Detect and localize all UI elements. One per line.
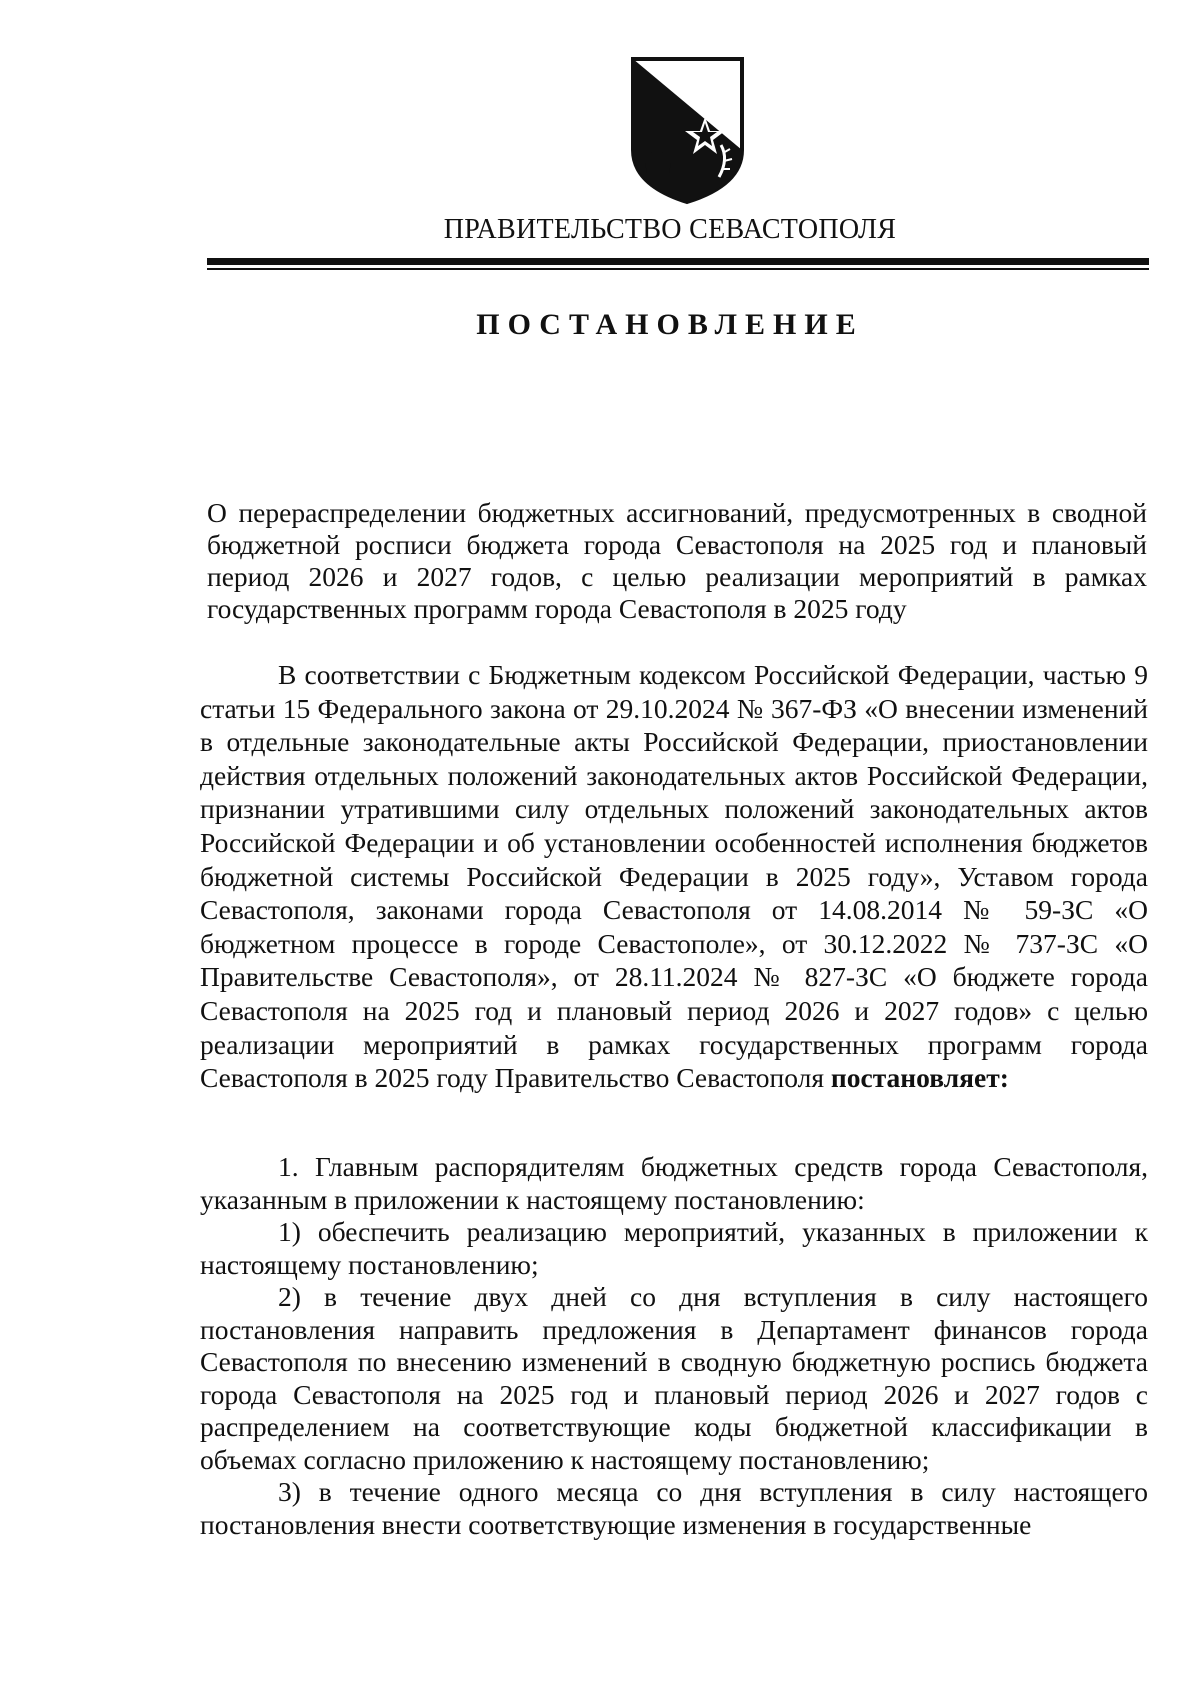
sevastopol-coat-of-arms-icon <box>625 55 750 205</box>
preamble-text: В соответствии с Бюджетным кодексом Российской Федерации, частью 9 статьи 15 Федерального закона от 29.10.2024 № 367-ФЗ «О внесении изменений в отдельные законодательные акты Российской Федерации, приостановлении действия отдельных положений законодательных актов Российской Федерации, признании утратившими силу отдельных положений законодательных актов Российской Федерации и об установлении особенностей исполнения бюджетов бюджетной системы Российской Федерации в 2025 году», Уставом города Севастополя, законами города Севастополя от 14.08.2014 № 59-ЗС «О бюджетном процессе в городе Севастополе», от 30.12.2022 № 737-ЗС «О Правительстве Севастополя», от 28.11.2024 № 827-ЗС «О бюджете города Севастополя на 2025 год и плановый период 2026 и 2027 годов» с целью реализации мероприятий в рамках государственных программ города Севастополя в 2025 году Правительство Севастополя <box>200 659 1148 1094</box>
item-1-sub-1: 1) обеспечить реализацию мероприятий, указанных в приложении к настоящему постановлению; <box>200 1216 1148 1280</box>
header-divider-thin <box>207 268 1149 270</box>
resolution-items <box>200 1151 1148 1541</box>
government-name: ПРАВИТЕЛЬСТВО СЕВАСТОПОЛЯ <box>443 214 897 245</box>
document-subject: О перераспределении бюджетных ассигнований, предусмотренных в сводной бюджетной росписи бюджета города Севастополя на 2025 год и плановый период 2026 и 2027 годов, с целью реализации мероприятий в рамках государственных программ города Севастополя в 2025 году <box>207 497 1147 624</box>
preamble <box>200 658 1148 1095</box>
document-type: ПОСТАНОВЛЕНИЕ <box>476 308 864 341</box>
item-1: 1. Главным распорядителям бюджетных средств города Севастополя, указанным в приложении к настоящему постановлению: <box>200 1151 1148 1215</box>
item-1-sub-2: 2) в течение двух дней со дня вступления в силу настоящего постановления направить предложения в Департамент финансов города Севастополя по внесению изменений в сводную бюджетную роспись бюджета города Севастополя на 2025 год и плановый период 2026 и 2027 годов с распределением на соответствующие коды бюджетной классификации в объемах согласно приложению к настоящему постановлению; <box>200 1281 1148 1475</box>
decree-word: постановляет: <box>830 1062 1009 1094</box>
item-1-sub-3: 3) в течение одного месяца со дня вступления в силу настоящего постановления внести соответствующие изменения в государственные <box>200 1476 1148 1540</box>
preamble-paragraph <box>200 658 1148 1095</box>
header-divider-thick <box>207 258 1149 265</box>
